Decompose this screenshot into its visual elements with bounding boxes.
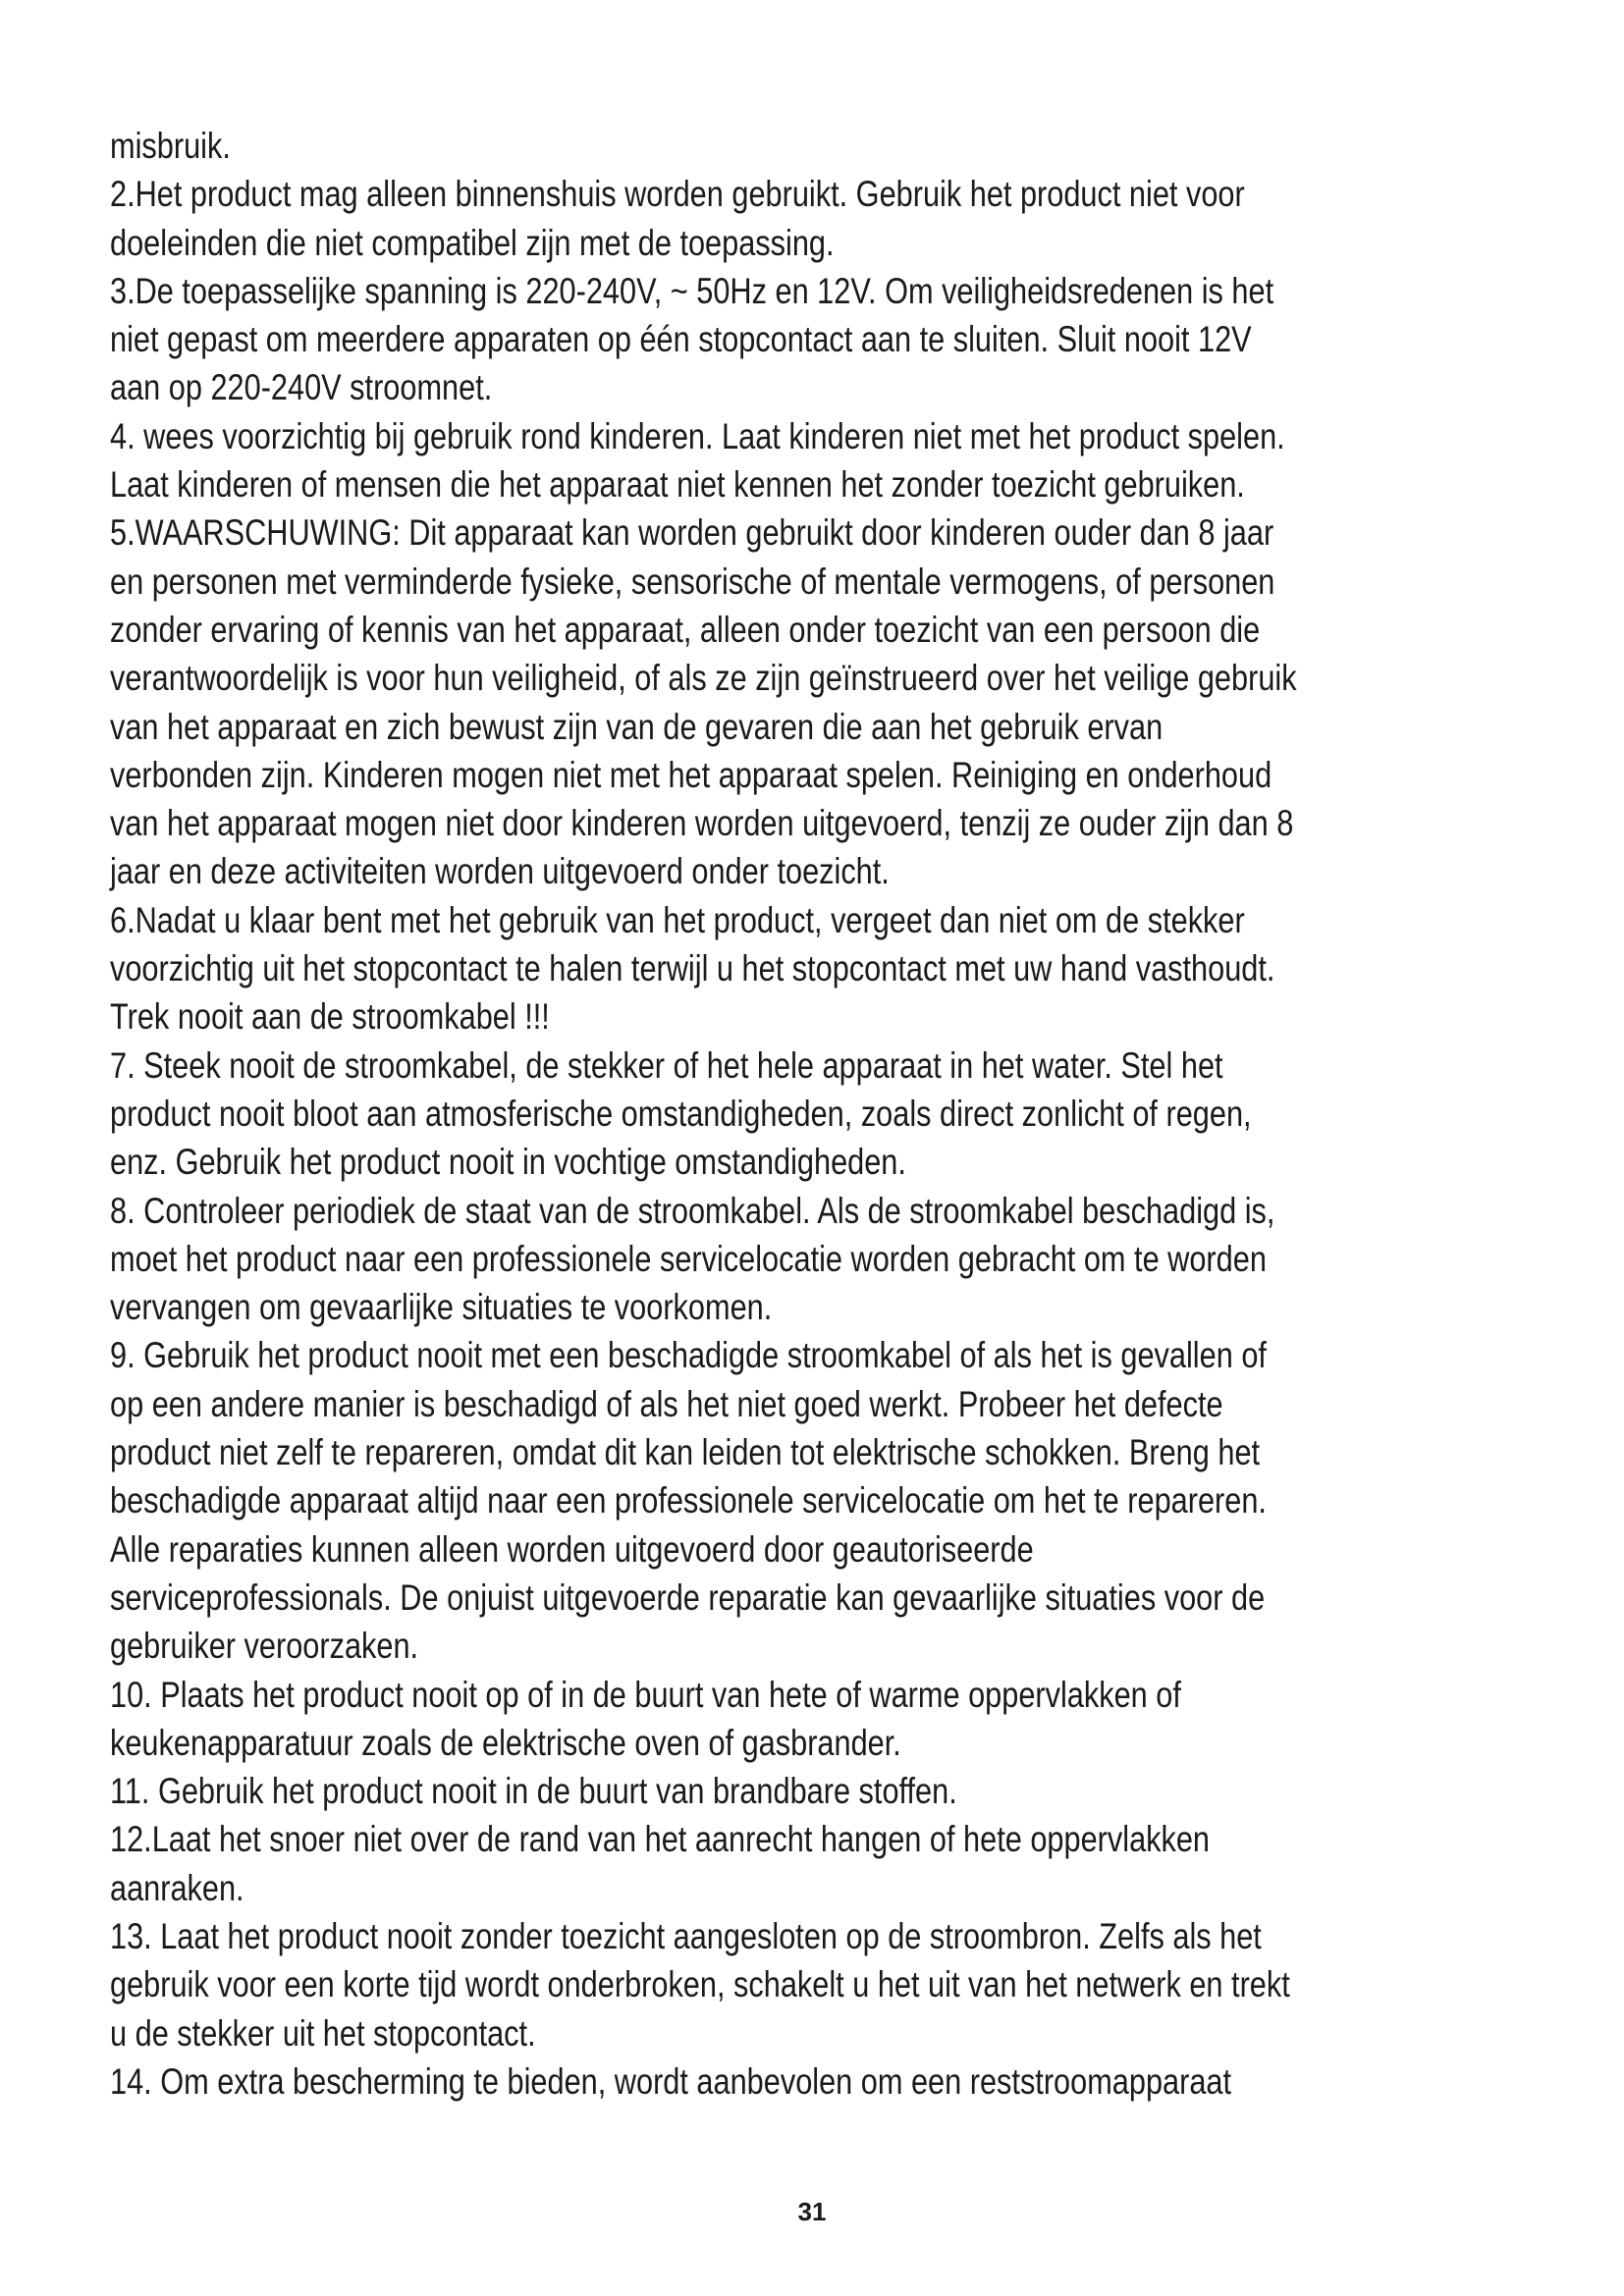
body-text bbox=[110, 122, 1297, 2106]
text-line: 4. wees voorzichtig bij gebruik rond kinderen. Laat kinderen niet met het product spelen. bbox=[110, 415, 1285, 456]
text-line: product niet zelf te repareren, omdat dit kan leiden tot elektrische schokken. Breng het bbox=[110, 1432, 1261, 1473]
text-line: verantwoordelijk is voor hun veiligheid, of als ze zijn geïnstrueerd over het veilige gebruik bbox=[110, 658, 1297, 699]
page-number: 31 bbox=[797, 2197, 827, 2226]
text-line: serviceprofessionals. De onjuist uitgevoerde reparatie kan gevaarlijke situaties voor de bbox=[110, 1576, 1266, 1618]
text-line: 5.WAARSCHUWING: Dit apparaat kan worden gebruikt door kinderen ouder dan 8 jaar bbox=[110, 512, 1274, 554]
text-line: gebruik voor een korte tijd wordt onderbroken, schakelt u het uit van het netwerk en trekt bbox=[110, 1964, 1290, 2005]
text-line: aanraken. bbox=[110, 1867, 244, 1908]
text-line: 3.De toepasselijke spanning is 220-240V, ~ 50Hz en 12V. Om veiligheidsredenen is het bbox=[110, 270, 1274, 311]
text-line: van het apparaat mogen niet door kinderen worden uitgevoerd, tenzij ze ouder zijn dan 8 bbox=[110, 803, 1294, 844]
text-line: voorzichtig uit het stopcontact te halen terwijl u het stopcontact met uw hand vasthoudt. bbox=[110, 948, 1275, 989]
text-line: enz. Gebruik het product nooit in vochtige omstandigheden. bbox=[110, 1142, 906, 1183]
text-line: gebruiker veroorzaken. bbox=[110, 1626, 419, 1667]
text-line: u de stekker uit het stopcontact. bbox=[110, 2012, 536, 2054]
text-line: doeleinden die niet compatibel zijn met de toepassing. bbox=[110, 222, 835, 263]
text-line: aan op 220-240V stroomnet. bbox=[110, 367, 493, 408]
text-line: op een andere manier is beschadigd of als het niet goed werkt. Probeer het defecte bbox=[110, 1383, 1223, 1424]
text-line: niet gepast om meerdere apparaten op één stopcontact aan te sluiten. Sluit nooit 12V bbox=[110, 319, 1252, 360]
text-line: 10. Plaats het product nooit op of in de buurt van hete of warme oppervlakken of bbox=[110, 1674, 1181, 1715]
text-line: 14. Om extra bescherming te bieden, wordt aanbevolen om een reststroomapparaat bbox=[110, 2060, 1232, 2102]
text-line: 8. Controleer periodiek de staat van de stroomkabel. Als de stroomkabel beschadigd is, bbox=[110, 1190, 1275, 1231]
text-line: verbonden zijn. Kinderen mogen niet met het apparaat spelen. Reiniging en onderhoud bbox=[110, 754, 1272, 795]
text-line: Laat kinderen of mensen die het apparaat niet kennen het zonder toezicht gebruiken. bbox=[110, 464, 1245, 506]
text-line: en personen met verminderde fysieke, sensorische of mentale vermogens, of personen bbox=[110, 561, 1275, 602]
text-line: 12.Laat het snoer niet over de rand van het aanrecht hangen of hete oppervlakken bbox=[110, 1819, 1211, 1860]
text-line: Trek nooit aan de stroomkabel !!! bbox=[110, 996, 550, 1038]
text-line: moet het product naar een professionele servicelocatie worden gebracht om te worden bbox=[110, 1238, 1267, 1279]
text-line: vervangen om gevaarlijke situaties te voorkomen. bbox=[110, 1287, 773, 1328]
text-line: jaar en deze activiteiten worden uitgevoerd onder toezicht. bbox=[110, 851, 890, 892]
text-line: 6.Nadat u klaar bent met het gebruik van het product, vergeet dan niet om de stekker bbox=[110, 899, 1245, 940]
text-line: 9. Gebruik het product nooit met een beschadigde stroomkabel of als het is gevallen of bbox=[110, 1335, 1267, 1376]
text-line: zonder ervaring of kennis van het apparaat, alleen onder toezicht van een persoon die bbox=[110, 609, 1261, 650]
text-line: beschadigde apparaat altijd naar een professionele servicelocatie om het te repareren. bbox=[110, 1480, 1267, 1522]
text-line: 7. Steek nooit de stroomkabel, de stekker of het hele apparaat in het water. Stel het bbox=[110, 1044, 1223, 1086]
text-line: misbruik. bbox=[110, 126, 231, 166]
text-line: Alle reparaties kunnen alleen worden uitgevoerd door geautoriseerde bbox=[110, 1528, 1034, 1570]
text-line: 2.Het product mag alleen binnenshuis worden gebruikt. Gebruik het product niet voor bbox=[110, 174, 1245, 215]
text-line: 11. Gebruik het product nooit in de buurt van brandbare stoffen. bbox=[110, 1771, 957, 1812]
text-line: van het apparaat en zich bewust zijn van de gevaren die aan het gebruik ervan bbox=[110, 706, 1164, 747]
text-line: product nooit bloot aan atmosferische omstandigheden, zoals direct zonlicht of regen, bbox=[110, 1093, 1252, 1134]
text-line: keukenapparatuur zoals de elektrische oven of gasbrander. bbox=[110, 1722, 901, 1763]
text-line: 13. Laat het product nooit zonder toezicht aangesloten op de stroombron. Zelfs als het bbox=[110, 1915, 1262, 1956]
